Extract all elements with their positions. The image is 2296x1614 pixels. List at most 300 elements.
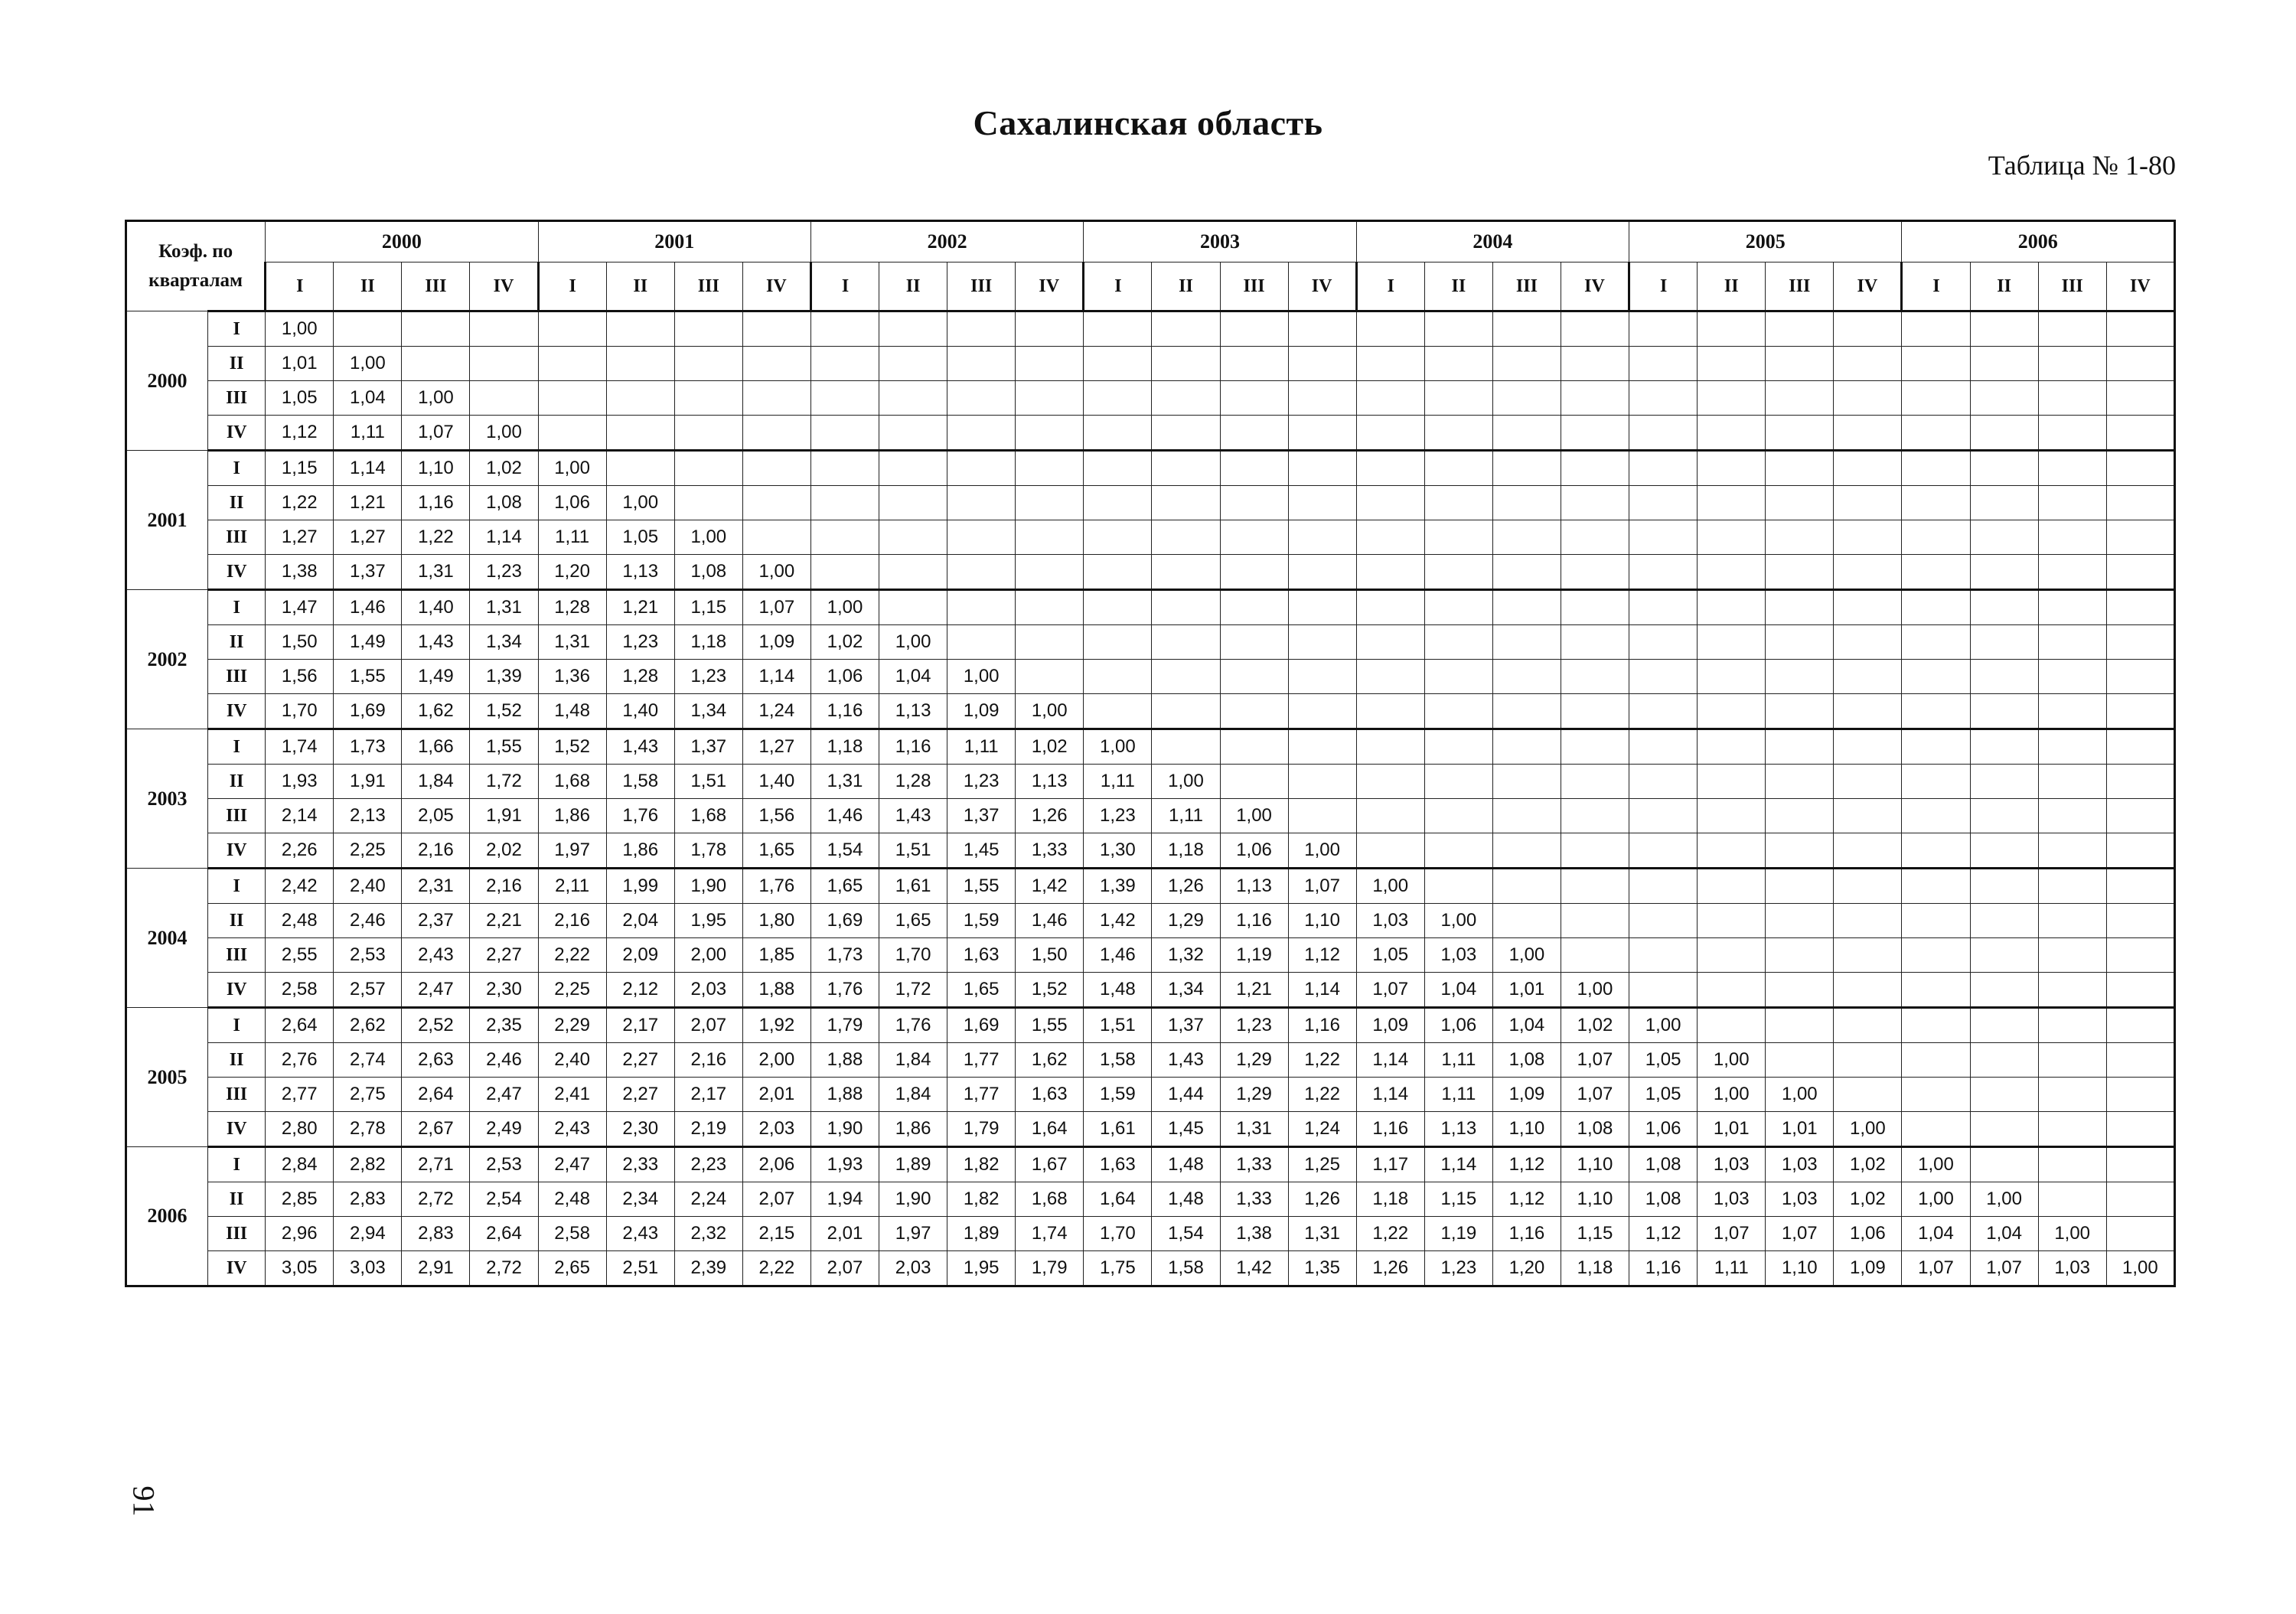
row-year-2002: 2002	[126, 590, 208, 729]
coefficient-cell: 2,16	[674, 1043, 742, 1078]
coefficient-cell	[1902, 729, 1970, 765]
coefficient-cell: 1,08	[1561, 1112, 1629, 1147]
coefficient-cell: 2,19	[674, 1112, 742, 1147]
coefficient-cell	[2038, 938, 2106, 973]
coefficient-cell: 1,68	[1016, 1182, 1084, 1217]
coefficient-cell: 1,84	[402, 765, 470, 799]
coefficient-cell: 1,69	[810, 904, 879, 938]
coefficient-cell	[1424, 869, 1492, 904]
coefficient-cell: 1,90	[810, 1112, 879, 1147]
coefficient-cell: 2,11	[538, 869, 606, 904]
coefficient-cell: 1,14	[334, 451, 402, 486]
column-year-2003: 2003	[1084, 221, 1356, 262]
coefficient-cell: 1,68	[538, 765, 606, 799]
coefficient-cell: 1,79	[947, 1112, 1016, 1147]
coefficient-cell: 1,52	[538, 729, 606, 765]
coefficient-cell	[1970, 1147, 2038, 1182]
coefficient-cell	[2106, 520, 2174, 555]
coefficient-cell: 1,00	[1970, 1182, 2038, 1217]
coefficient-cell	[810, 416, 879, 451]
coefficient-cell: 1,00	[538, 451, 606, 486]
coefficient-cell	[1698, 765, 1766, 799]
table-row	[126, 486, 2175, 520]
table-row	[126, 451, 2175, 486]
coefficient-cell: 2,16	[402, 833, 470, 869]
coefficient-cell	[2038, 381, 2106, 416]
coefficient-cell	[1152, 555, 1220, 590]
column-year-2005: 2005	[1629, 221, 1902, 262]
column-quarter-2006-I: I	[1902, 262, 1970, 311]
coefficient-cell: 1,84	[879, 1043, 947, 1078]
coefficient-cell: 1,43	[606, 729, 674, 765]
coefficient-cell: 1,65	[947, 973, 1016, 1008]
column-quarter-2006-II: II	[1970, 262, 2038, 311]
coefficient-cell	[2038, 729, 2106, 765]
coefficient-cell: 1,31	[1288, 1217, 1356, 1251]
coefficient-cell	[1902, 625, 1970, 660]
coefficient-cell	[947, 311, 1016, 347]
coefficient-cell: 1,15	[1561, 1217, 1629, 1251]
coefficient-cell	[1698, 729, 1766, 765]
coefficient-cell	[1492, 520, 1561, 555]
coefficient-cell	[1902, 381, 1970, 416]
coefficient-cell	[1766, 625, 1834, 660]
column-quarter-2006-III: III	[2038, 262, 2106, 311]
coefficient-cell: 2,52	[402, 1008, 470, 1043]
coefficient-cell	[742, 347, 810, 381]
row-quarter-2000-II: II	[208, 347, 266, 381]
coefficient-cell: 1,33	[1016, 833, 1084, 869]
table-row	[126, 765, 2175, 799]
coefficient-cell	[810, 520, 879, 555]
coefficient-cell: 1,39	[1084, 869, 1152, 904]
coefficient-cell: 1,09	[1356, 1008, 1424, 1043]
coefficient-cell	[1492, 625, 1561, 660]
coefficient-cell: 1,80	[742, 904, 810, 938]
coefficient-cell	[2038, 694, 2106, 729]
table-row	[126, 1078, 2175, 1112]
coefficient-cell	[1698, 347, 1766, 381]
coefficient-cell: 1,91	[334, 765, 402, 799]
coefficient-cell: 1,07	[1902, 1251, 1970, 1286]
coefficient-cell: 1,03	[1698, 1182, 1766, 1217]
column-quarter-2002-I: I	[810, 262, 879, 311]
coefficient-cell: 1,69	[947, 1008, 1016, 1043]
coefficient-cell: 1,04	[1902, 1217, 1970, 1251]
coefficient-cell	[334, 311, 402, 347]
coefficient-cell	[1424, 381, 1492, 416]
coefficient-cell	[2038, 555, 2106, 590]
coefficient-cell: 1,02	[470, 451, 538, 486]
coefficient-cell	[1424, 625, 1492, 660]
coefficient-cell: 1,16	[1629, 1251, 1698, 1286]
coefficient-cell	[1084, 660, 1152, 694]
coefficient-cell	[1356, 590, 1424, 625]
coefficient-cell	[1970, 869, 2038, 904]
coefficient-cell: 1,00	[1220, 799, 1288, 833]
coefficient-cell	[742, 381, 810, 416]
coefficient-cell: 1,64	[1016, 1112, 1084, 1147]
coefficient-cell: 1,27	[742, 729, 810, 765]
coefficient-cell: 1,61	[879, 869, 947, 904]
coefficient-cell: 2,14	[266, 799, 334, 833]
coefficient-cell: 2,27	[606, 1078, 674, 1112]
coefficient-cell: 1,07	[1561, 1043, 1629, 1078]
coefficient-cell: 1,00	[1902, 1147, 1970, 1182]
coefficient-cell	[2106, 1078, 2174, 1112]
coefficient-cell	[1698, 869, 1766, 904]
coefficient-cell	[1424, 416, 1492, 451]
coefficient-cell	[1834, 660, 1902, 694]
coefficient-cell	[1629, 347, 1698, 381]
coefficient-cell	[1902, 347, 1970, 381]
coefficient-cell: 2,64	[470, 1217, 538, 1251]
coefficient-cell: 1,20	[538, 555, 606, 590]
coefficient-cell	[1698, 451, 1766, 486]
coefficient-cell	[1902, 694, 1970, 729]
coefficient-cell	[1902, 416, 1970, 451]
coefficient-cell: 1,79	[1016, 1251, 1084, 1286]
coefficient-cell: 1,47	[266, 590, 334, 625]
coefficient-cell	[1902, 520, 1970, 555]
coefficient-cell: 1,58	[1152, 1251, 1220, 1286]
coefficient-cell	[1288, 660, 1356, 694]
coefficient-cell	[1970, 1112, 2038, 1147]
coefficient-cell: 1,22	[1356, 1217, 1424, 1251]
coefficient-cell	[1970, 694, 2038, 729]
coefficient-cell: 1,70	[1084, 1217, 1152, 1251]
coefficient-cell: 1,14	[470, 520, 538, 555]
coefficient-cell	[2038, 1043, 2106, 1078]
coefficient-cell	[1424, 765, 1492, 799]
coefficient-cell	[1629, 381, 1698, 416]
coefficient-cell: 2,74	[334, 1043, 402, 1078]
coefficient-cell: 1,49	[334, 625, 402, 660]
coefficient-cell: 1,14	[742, 660, 810, 694]
row-quarter-2003-IV: IV	[208, 833, 266, 869]
coefficient-cell	[1698, 381, 1766, 416]
coefficient-cell	[606, 451, 674, 486]
table-row	[126, 1182, 2175, 1217]
table-row	[126, 904, 2175, 938]
coefficient-cell: 2,42	[266, 869, 334, 904]
coefficient-cell: 1,45	[947, 833, 1016, 869]
corner-label-line2: кварталам	[148, 269, 243, 291]
coefficient-cell: 1,37	[1152, 1008, 1220, 1043]
coefficient-cell	[1970, 555, 2038, 590]
coefficient-cell: 1,26	[1356, 1251, 1424, 1286]
coefficient-cell	[1834, 451, 1902, 486]
coefficient-cell	[1766, 451, 1834, 486]
coefficient-cell: 1,86	[606, 833, 674, 869]
coefficient-cell: 2,21	[470, 904, 538, 938]
coefficient-cell	[1561, 416, 1629, 451]
coefficient-cell	[1834, 729, 1902, 765]
coefficient-cell: 2,48	[538, 1182, 606, 1217]
coefficient-cell: 1,74	[266, 729, 334, 765]
coefficient-cell	[1902, 311, 1970, 347]
coefficient-cell	[1766, 590, 1834, 625]
coefficient-cell: 1,13	[1424, 1112, 1492, 1147]
coefficient-cell	[742, 311, 810, 347]
coefficient-cell	[1834, 555, 1902, 590]
coefficient-cell	[674, 416, 742, 451]
coefficient-cell: 2,01	[810, 1217, 879, 1251]
coefficient-cell	[1629, 904, 1698, 938]
coefficient-cell	[2106, 904, 2174, 938]
coefficient-cell: 1,06	[1424, 1008, 1492, 1043]
coefficient-cell	[1152, 311, 1220, 347]
coefficient-cell	[1424, 799, 1492, 833]
coefficient-cell: 1,02	[810, 625, 879, 660]
coefficient-cell	[606, 381, 674, 416]
coefficient-cell	[1561, 694, 1629, 729]
column-quarter-2003-I: I	[1084, 262, 1152, 311]
coefficient-cell	[1288, 311, 1356, 347]
table-row	[126, 1147, 2175, 1182]
coefficient-cell: 1,11	[1152, 799, 1220, 833]
coefficient-cell	[1561, 347, 1629, 381]
column-quarter-2000-III: III	[402, 262, 470, 311]
coefficient-cell: 1,40	[742, 765, 810, 799]
coefficient-cell	[674, 486, 742, 520]
coefficient-cell: 1,13	[606, 555, 674, 590]
coefficient-cell: 2,67	[402, 1112, 470, 1147]
coefficient-cell: 1,07	[402, 416, 470, 451]
coefficient-cell	[1766, 660, 1834, 694]
coefficient-cell	[2038, 833, 2106, 869]
coefficient-cell: 1,16	[1356, 1112, 1424, 1147]
coefficient-cell: 1,62	[402, 694, 470, 729]
coefficient-cell: 1,43	[1152, 1043, 1220, 1078]
coefficient-cell	[1288, 625, 1356, 660]
coefficient-cell	[1492, 833, 1561, 869]
coefficient-cell: 1,32	[1152, 938, 1220, 973]
coefficient-cell: 2,57	[334, 973, 402, 1008]
coefficient-cell: 1,06	[538, 486, 606, 520]
coefficient-cell	[1561, 381, 1629, 416]
coefficient-cell: 2,58	[266, 973, 334, 1008]
coefficient-cell: 1,89	[947, 1217, 1016, 1251]
coefficient-cell: 1,14	[1356, 1043, 1424, 1078]
coefficient-cell: 1,02	[1561, 1008, 1629, 1043]
coefficient-cell: 1,08	[1492, 1043, 1561, 1078]
coefficient-cell	[1084, 451, 1152, 486]
coefficient-cell: 2,54	[470, 1182, 538, 1217]
table-row	[126, 520, 2175, 555]
coefficient-cell: 2,41	[538, 1078, 606, 1112]
coefficient-cell	[606, 347, 674, 381]
coefficient-cell: 1,86	[879, 1112, 947, 1147]
coefficient-cell	[1220, 520, 1288, 555]
coefficient-cell: 1,34	[470, 625, 538, 660]
coefficient-cell: 1,12	[1288, 938, 1356, 973]
column-year-2002: 2002	[810, 221, 1083, 262]
table-body	[126, 311, 2175, 1286]
coefficient-cell	[2038, 973, 2106, 1008]
coefficient-cell	[2038, 451, 2106, 486]
coefficient-cell	[879, 347, 947, 381]
coefficient-cell: 1,38	[1220, 1217, 1288, 1251]
coefficient-cell: 1,64	[1084, 1182, 1152, 1217]
coefficient-cell: 2,53	[334, 938, 402, 973]
coefficient-cell: 2,04	[606, 904, 674, 938]
coefficient-cell: 1,76	[742, 869, 810, 904]
table-row	[126, 625, 2175, 660]
coefficient-cell: 2,29	[538, 1008, 606, 1043]
quarter-header-row	[126, 262, 2175, 311]
coefficient-cell: 1,23	[1220, 1008, 1288, 1043]
coefficient-cell	[2106, 555, 2174, 590]
coefficient-cell	[1834, 904, 1902, 938]
coefficient-cell	[1492, 311, 1561, 347]
coefficient-cell: 1,76	[879, 1008, 947, 1043]
coefficient-cell	[1356, 381, 1424, 416]
coefficient-cell	[1698, 625, 1766, 660]
column-quarter-2002-II: II	[879, 262, 947, 311]
coefficient-cell: 1,70	[879, 938, 947, 973]
column-quarter-2004-III: III	[1492, 262, 1561, 311]
coefficient-cell	[1220, 625, 1288, 660]
coefficient-cell	[1356, 625, 1424, 660]
row-quarter-2004-IV: IV	[208, 973, 266, 1008]
coefficient-cell	[1970, 973, 2038, 1008]
row-quarter-2000-I: I	[208, 311, 266, 347]
coefficient-cell	[1084, 381, 1152, 416]
coefficient-cell: 1,22	[266, 486, 334, 520]
coefficient-cell	[1492, 590, 1561, 625]
table-row	[126, 1008, 2175, 1043]
column-quarter-2002-IV: IV	[1016, 262, 1084, 311]
coefficient-cell	[1970, 1008, 2038, 1043]
coefficient-cell: 1,66	[402, 729, 470, 765]
table-row	[126, 311, 2175, 347]
coefficient-cell: 1,24	[1288, 1112, 1356, 1147]
coefficient-cell: 1,00	[2038, 1217, 2106, 1251]
coefficient-cell	[1492, 765, 1561, 799]
coefficient-cell	[1152, 381, 1220, 416]
table-row	[126, 973, 2175, 1008]
coefficient-cell	[1561, 904, 1629, 938]
coefficient-cell	[2106, 869, 2174, 904]
coefficient-cell	[1629, 694, 1698, 729]
coefficient-cell	[947, 486, 1016, 520]
coefficient-cell: 1,07	[742, 590, 810, 625]
coefficient-cell	[1016, 660, 1084, 694]
coefficient-cell: 2,03	[742, 1112, 810, 1147]
coefficient-cell: 1,30	[1084, 833, 1152, 869]
coefficient-cell: 1,23	[1424, 1251, 1492, 1286]
column-quarter-2005-I: I	[1629, 262, 1698, 311]
coefficient-cell	[879, 486, 947, 520]
coefficient-cell: 2,83	[402, 1217, 470, 1251]
coefficient-cell	[1629, 973, 1698, 1008]
coefficient-cell	[1152, 347, 1220, 381]
coefficient-cell: 1,16	[810, 694, 879, 729]
row-quarter-2005-IV: IV	[208, 1112, 266, 1147]
coefficient-cell	[2106, 694, 2174, 729]
coefficient-cell: 1,65	[879, 904, 947, 938]
coefficient-cell	[1220, 416, 1288, 451]
coefficient-cell	[1288, 729, 1356, 765]
column-quarter-2003-IV: IV	[1288, 262, 1356, 311]
row-quarter-2003-II: II	[208, 765, 266, 799]
coefficient-cell	[810, 555, 879, 590]
coefficient-cell: 1,74	[1016, 1217, 1084, 1251]
coefficient-cell	[1766, 416, 1834, 451]
coefficient-cell: 1,52	[470, 694, 538, 729]
coefficient-cell	[1152, 416, 1220, 451]
coefficient-cell: 1,28	[879, 765, 947, 799]
coefficient-cell	[1970, 590, 2038, 625]
coefficient-cell: 2,75	[334, 1078, 402, 1112]
coefficient-cell: 1,88	[810, 1043, 879, 1078]
coefficient-cell	[1288, 555, 1356, 590]
coefficient-cell: 1,55	[1016, 1008, 1084, 1043]
coefficient-cell	[1902, 486, 1970, 520]
coefficient-cell	[1834, 590, 1902, 625]
coefficient-cell	[1016, 416, 1084, 451]
coefficient-cell: 1,07	[1698, 1217, 1766, 1251]
coefficient-cell: 1,06	[1834, 1217, 1902, 1251]
coefficient-cell: 1,09	[742, 625, 810, 660]
coefficient-cell: 1,18	[810, 729, 879, 765]
coefficient-cell	[1766, 973, 1834, 1008]
coefficient-cell: 1,94	[810, 1182, 879, 1217]
coefficient-cell	[1561, 660, 1629, 694]
coefficient-cell: 1,52	[1016, 973, 1084, 1008]
coefficient-cell	[1834, 1043, 1902, 1078]
coefficient-cell	[1084, 347, 1152, 381]
coefficient-cell	[810, 486, 879, 520]
coefficient-cell	[2106, 833, 2174, 869]
coefficient-cell	[2106, 486, 2174, 520]
coefficient-cell	[879, 416, 947, 451]
coefficient-cell: 1,43	[402, 625, 470, 660]
coefficient-cell: 1,10	[1766, 1251, 1834, 1286]
coefficient-cell	[1629, 660, 1698, 694]
table-row	[126, 590, 2175, 625]
coefficient-cell: 1,16	[1492, 1217, 1561, 1251]
coefficient-cell: 1,62	[1016, 1043, 1084, 1078]
coefficient-cell: 2,24	[674, 1182, 742, 1217]
coefficient-cell: 1,68	[674, 799, 742, 833]
coefficient-cell	[1492, 869, 1561, 904]
coefficient-cell: 1,93	[810, 1147, 879, 1182]
coefficient-cell	[1698, 694, 1766, 729]
row-quarter-2006-II: II	[208, 1182, 266, 1217]
coefficient-cell	[1902, 904, 1970, 938]
coefficient-cell: 1,63	[947, 938, 1016, 973]
coefficient-cell	[1902, 1112, 1970, 1147]
coefficient-cell	[1288, 486, 1356, 520]
coefficient-cell: 2,13	[334, 799, 402, 833]
coefficient-cell: 2,07	[674, 1008, 742, 1043]
coefficient-cell: 1,17	[1356, 1147, 1424, 1182]
coefficient-cell: 1,54	[810, 833, 879, 869]
coefficient-cell	[1834, 694, 1902, 729]
coefficient-cell	[1084, 486, 1152, 520]
coefficient-cell: 2,62	[334, 1008, 402, 1043]
coefficient-cell: 1,09	[1834, 1251, 1902, 1286]
row-quarter-2005-III: III	[208, 1078, 266, 1112]
column-quarter-2005-III: III	[1766, 262, 1834, 311]
coefficient-cell: 1,05	[606, 520, 674, 555]
coefficient-cell	[947, 555, 1016, 590]
coefficient-cell	[1016, 590, 1084, 625]
coefficient-cell	[1970, 660, 2038, 694]
coefficient-cell	[674, 311, 742, 347]
